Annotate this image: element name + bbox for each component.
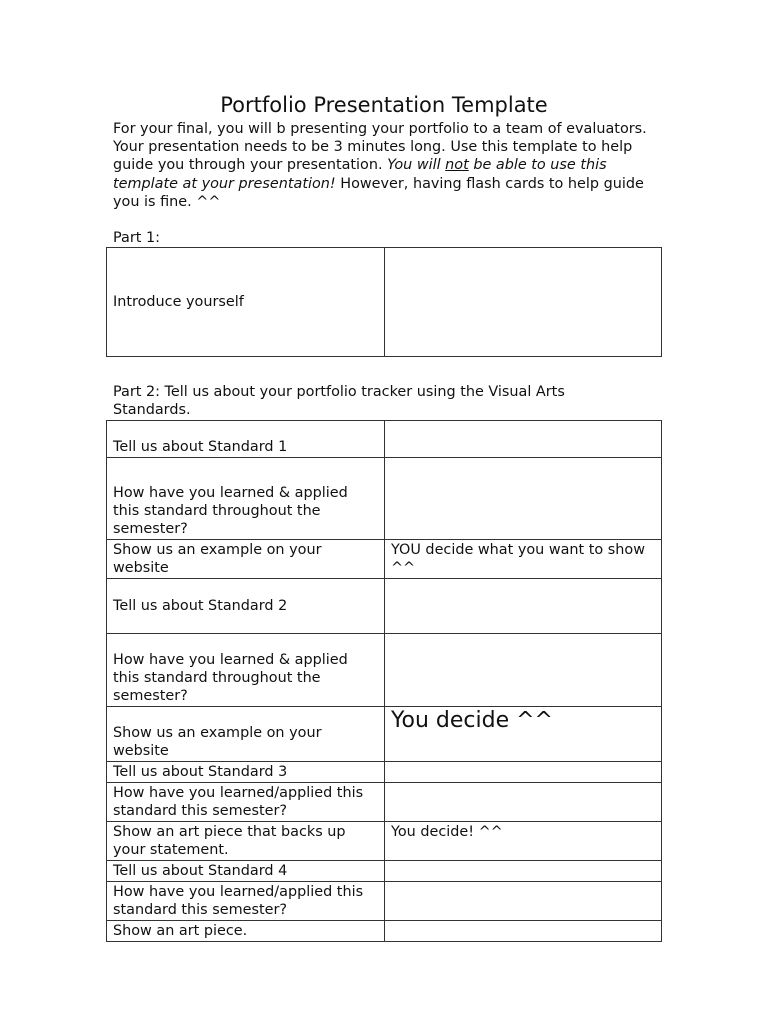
part2-table <box>106 420 662 942</box>
answer-cell[interactable] <box>385 634 662 707</box>
answer-cell[interactable] <box>385 921 662 942</box>
answer-cell[interactable] <box>385 248 662 357</box>
question-cell: How have you learned/applied this standard this semester? <box>107 783 385 822</box>
answer-cell[interactable]: You decide! ^^ <box>385 822 662 861</box>
question-cell: Show an art piece. <box>107 921 385 942</box>
answer-cell[interactable] <box>385 882 662 921</box>
table-row <box>107 783 662 822</box>
part1-table <box>106 247 662 357</box>
intro-text-2: However, having flash cards to help guide you is fine. ^^ <box>113 175 644 210</box>
answer-cell[interactable] <box>385 762 662 783</box>
part2-label: Part 2: Tell us about your portfolio tracker using the Visual Arts Standards. <box>113 384 565 418</box>
question-cell: Introduce yourself <box>107 248 385 357</box>
part1-label: Part 1: <box>113 230 160 246</box>
intro-italic-a: You will <box>387 157 446 174</box>
answer-cell[interactable]: YOU decide what you want to show ^^ <box>385 540 662 579</box>
table-row <box>107 707 662 762</box>
table-row <box>107 921 662 942</box>
table-row <box>107 822 662 861</box>
question-cell: How have you learned & applied this standard throughout the semester? <box>107 458 385 540</box>
intro-italic-b: be able to use this template at your presentation! <box>113 157 607 192</box>
question-cell: Show us an example on your website <box>107 540 385 579</box>
intro-paragraph <box>113 120 673 211</box>
page-title: Portfolio Presentation Template <box>220 93 548 117</box>
table-row <box>107 579 662 634</box>
question-cell: Tell us about Standard 1 <box>107 421 385 458</box>
table-row <box>107 861 662 882</box>
table-row <box>107 421 662 458</box>
question-cell: Tell us about Standard 4 <box>107 861 385 882</box>
table-row <box>107 634 662 707</box>
table-row <box>107 762 662 783</box>
table-row <box>107 540 662 579</box>
question-cell: Show an art piece that backs up your statement. <box>107 822 385 861</box>
question-cell: Tell us about Standard 3 <box>107 762 385 783</box>
question-cell: How have you learned/applied this standard this semester? <box>107 882 385 921</box>
table-row <box>107 248 662 357</box>
answer-cell[interactable] <box>385 861 662 882</box>
table-row <box>107 458 662 540</box>
answer-cell[interactable] <box>385 458 662 540</box>
answer-cell[interactable]: You decide ^^ <box>385 707 662 762</box>
question-cell: How have you learned & applied this standard throughout the semester? <box>107 634 385 707</box>
table-row <box>107 882 662 921</box>
answer-cell[interactable] <box>385 579 662 634</box>
intro-italic-underline: not <box>445 157 469 174</box>
intro-text-1: For your final, you will b presenting your portfolio to a team of evaluators. Your presentation needs to be 3 minutes long. Use this template to help guide you through your presentation. <box>113 121 647 174</box>
answer-cell[interactable] <box>385 783 662 822</box>
question-cell: Show us an example on your website <box>107 707 385 762</box>
question-cell: Tell us about Standard 2 <box>107 579 385 634</box>
answer-cell[interactable] <box>385 421 662 458</box>
